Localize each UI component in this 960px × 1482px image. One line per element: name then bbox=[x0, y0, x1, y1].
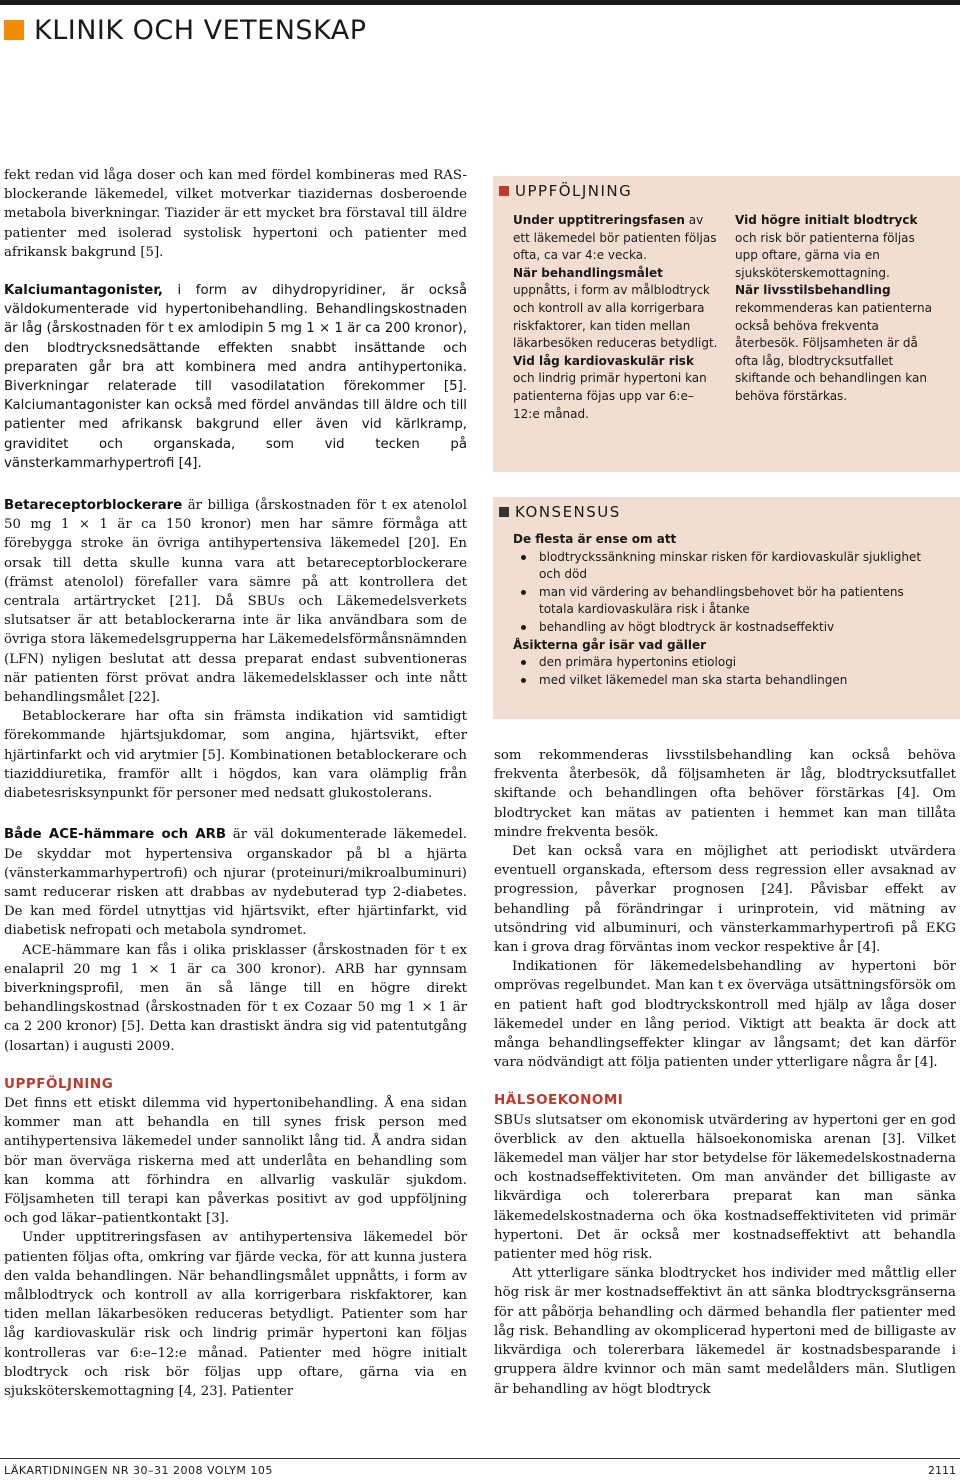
box-text: och lindrig primär hypertoni kan patienterna föjas upp var 6:e–12:e månad. bbox=[513, 371, 707, 421]
box-title-text: KONSENSUS bbox=[515, 503, 621, 521]
paragraph: fekt redan vid låga doser och kan med fördel kombineras med RAS-blockerande läkemedel, vilket motverkar tiazidernas dosberoende metabola biverkningar. Tiazider är ett mycket bra förstaval till äldre patienter med isolerad systolisk hypertoni och patienter med afrikansk bakgrund [5]. bbox=[4, 168, 467, 260]
section-header bbox=[4, 10, 367, 50]
bullet-list bbox=[513, 549, 933, 637]
box-title bbox=[499, 503, 621, 521]
paragraph-text: Behandlingskostnaden är låg (årskostnaden för t ex amlodipin 5 mg 1 × 1 är ca 200 kronor), den blodtrycksnedsättande effekten snabbt insättande och preparaten går bra att kombinera med andra antihypertonika. Biverkningar relaterade till vasodilatation förekommer [5]. Kalciumantagonister kan också med fördel användas till äldre och till patienter med afrikansk bakgrund eller även vid kärlkramp, graviditet och organskada, som vid tecken på vänsterkammarhypertrofi [4]. bbox=[4, 302, 467, 471]
paragraph: Indikationen för läkemedelsbehandling av hypertoni bör omprövas regelbundet. Man kan t ex överväga utsättningsförsök om en patient haft god blodtryckskontroll med hjälp av låga doser läkemedel under en lång period. Viktigt att beakta är dock att många behandlingseffekter klingar av långsamt; det kan därför vara nödvändigt att följa patienten under ytterligare några år [4]. bbox=[494, 959, 956, 1071]
paragraph-text: är väl dokumenterade läkemedel. De skyddar mot hypertensiva organskador på bl a hjärta (vänsterkammarhypertrofi) och njurar (proteinuri/mikroalbuminuri) samt reducerar risken att drabbas av nydebuterad typ 2-diabetes. De kan med fördel utnyttjas vid hjärtsvikt, efter hjärtinfarkt, vid diabetisk nefropati och metabola syndromet. bbox=[4, 827, 468, 939]
subheading-halsoekonomi: HÄLSOEKONOMI bbox=[494, 1092, 624, 1109]
footer-journal: LÄKARTIDNINGEN NR 30–31 2008 VOLYM 105 bbox=[4, 1464, 273, 1477]
list-item: blodtryckssänkning minskar risken för kardiovaskulär sjuklighet och död bbox=[513, 549, 933, 584]
paragraph-text: är billiga (årskostnaden för t ex atenolol 50 mg 1 × 1 är ca 150 kronor) men har sämre förmåga att förebygga stroke än övriga antihypertensiva läkemedel [20]. En orsak till detta skulle kunna vara att betareceptorblockerare (främst atenolol) förefaller vara sämre på att kontrollera det centrala artärtrycket [21]. Då SBUs och Läkemedelsverkets slutsatser är att betablockerarna inte är lika användbara som de övriga stora läkemedelsgrupperna har Läkemedelsförmånsnämnden (LFN) nyligen beslutat att dessa preparat endast subventioneras när patienten först prövat andra läkemedelsklasser och inte nått behandlingsmålet [22]. bbox=[4, 498, 467, 706]
paragraph: Att ytterligare sänka blodtrycket hos individer med måttlig eller hög risk är mer kostnadseffektivt än att sänka blodtrycksgränserna för att påbörja behandling och därmed behandla fler patienter med låg risk. Behandling av okomplicerad hypertoni med de billigaste av likvärdiga och tolererbara läkemedel är kostnadsbesparande i gruppera äldre kvinnor och män samt medelålders män. Slutligen är behandling av högt blodtryck bbox=[494, 1266, 956, 1397]
lead-term: Betareceptorblockerare bbox=[4, 498, 183, 514]
footer-rule bbox=[0, 1458, 960, 1459]
box-column-1 bbox=[513, 212, 718, 423]
box-text: rekommenderas kan patienterna också behöva frekventa återbesök. Följsamheten är då ofta låg, blodtrycksutfallet skiftande och behandlingen kan behöva förstärkas. bbox=[735, 300, 932, 403]
box-square-icon bbox=[499, 186, 509, 196]
right-column bbox=[494, 746, 956, 1399]
paragraph-beta bbox=[4, 496, 467, 707]
box-konsensus-content bbox=[513, 531, 933, 689]
section-title: KLINIK OCH VETENSKAP bbox=[34, 14, 367, 46]
box-subheading: De flesta är ense om att bbox=[513, 532, 677, 546]
paragraph: Det kan också vara en möjlighet att periodiskt utvärdera eventuell organskada, eftersom dess regression eller avsaknad av progression, påverkar prognosen [24]. Påvisbar effekt av behandling på förändringar i urinprotein, vid mätning av utsöndring vid albuminuri, och vänsterkammarhypertrofi på EKG kan i grova drag förväntas inom veckor respektive år [4]. bbox=[494, 844, 956, 956]
list-item: man vid värdering av behandlingsbehovet bör ha patientens totala kardiovaskulära risk i åtanke bbox=[513, 584, 933, 619]
box-text: och risk bör patienterna följas upp oftare, gärna via en sjuksköterskemottagning. bbox=[735, 230, 915, 280]
paragraph: Betablockerare har ofta sin främsta indikation vid samtidigt förekommande hjärtsjukdomar, som angina, hjärtsvikt, efter hjärtinfarkt och vid arytmier [5]. Kombinationen betablockerare och tiaziddiuretika, framför allt i högdos, kan vara olämplig från diabetesrisksynpunkt för personer med nedsatt glukostolerans. bbox=[4, 709, 467, 802]
box-uppfoljning bbox=[493, 176, 960, 472]
box-square-icon bbox=[499, 507, 509, 517]
box-subheading: Åsikterna går isär vad gäller bbox=[513, 637, 707, 652]
footer-page-number: 2111 bbox=[928, 1464, 956, 1477]
left-column bbox=[4, 166, 467, 1401]
top-rule bbox=[0, 0, 960, 5]
box-text: uppnåtts, i form av målblodtryck och kontroll av alla korrigerbara riskfaktorer, kan tiden mellan läkarbesöken reduceras betydligt. bbox=[513, 283, 718, 351]
section-square-icon bbox=[4, 20, 24, 40]
box-text: av ett läkemedel bör patienten följas ofta, ca var 4:e vecka. bbox=[513, 213, 717, 263]
box-lead: När behandlingsmålet bbox=[513, 265, 663, 280]
box-konsensus bbox=[493, 497, 960, 719]
box-lead: Vid låg kardiovaskulär risk bbox=[513, 353, 694, 368]
paragraph: Under upptitreringsfasen av antihypertensiva läkemedel bör patienten följas ofta, omkring var fjärde vecka, för att kunna justera den valda behandlingen. När behandlingsmålet uppnåtts, i form av målblodtryck och kontroll av alla korrigerbara riskfaktorer, kan tiden mellan läkarbesöken reduceras betydligt. Patienter som har låg kardiovaskulär risk och lindrig primär hypertoni kan följas kontrolleras var 6:e–12:e månad. Patienter med högre initialt blodtryck och risk bör följas upp oftare, gärna via en sjuksköterskemottagning [4, 23]. Patienter bbox=[4, 1230, 467, 1399]
list-item: den primära hypertonins etiologi bbox=[513, 654, 933, 672]
paragraph: ACE-hämmare kan fås i olika prisklasser (årskostnaden för t ex enalapril 20 mg 1 × 1 är ca 300 kronor). ARB har gynnsam biverkningsprofil, men än så länge till en högre direkt behandlingskostnad (årskostnaden för t ex Cozaar 50 mg 1 × 1 är ca 2 200 kronor) [5]. Detta kan drastiskt ändra sig vid patentutgång (losartan) i augusti 2009. bbox=[4, 942, 467, 1054]
lead-text: i form av dihydropyridiner, är också väldokumenterade vid hypertonibehandling. bbox=[4, 283, 467, 318]
list-item: med vilket läkemedel man ska starta behandlingen bbox=[513, 672, 933, 690]
box-lead: När livsstilsbehandling bbox=[735, 283, 891, 298]
lead-term: Kalciumantagonister, bbox=[4, 283, 163, 299]
box-lead: Under upptitreringsfasen bbox=[513, 213, 685, 227]
box-title-text: UPPFÖLJNING bbox=[515, 182, 633, 200]
paragraph: som rekommenderas livsstilsbehandling kan också behöva frekventa återbesök, då följsamheten är låg, blodtrycksutfallet skiftande och behandlingen ofta behöver förstärkas [4]. Om blodtrycket kan mätas av patienten i hemmet kan man tillåta mindre frekventa besök. bbox=[494, 748, 956, 840]
box-title bbox=[499, 182, 632, 200]
box-column-2 bbox=[735, 212, 935, 406]
box-lead: Vid högre initialt blodtryck bbox=[735, 213, 918, 227]
bullet-list bbox=[513, 654, 933, 689]
list-item: behandling av högt blodtryck är kostnadseffektiv bbox=[513, 619, 933, 637]
paragraph-ace bbox=[4, 825, 467, 940]
subheading-uppfoljning: UPPFÖLJNING bbox=[4, 1075, 114, 1092]
paragraph: SBUs slutsatser om ekonomisk utvärdering av hypertoni ger en god överblick av den aktuella hälsoekonomiska arenan [3]. Vilket läkemedel man väljer har stor betydelse för läkemedelskostnaderna och kostnadseffektiviteten. Om man använder det billigaste av likvärdiga och tolererbara preparat kan man sänka läkemedelskostnaderna och öka kostnadseffektiviteten vid primär hypertoni. Det är också mer kostnadseffektivt att behandla patienter med hög risk. bbox=[494, 1112, 956, 1263]
lead-term: Både ACE-hämmare och ARB bbox=[4, 827, 226, 843]
paragraph: Det finns ett etiskt dilemma vid hypertonibehandling. Å ena sidan kommer man att behandla en till synes frisk person med antihypertensiva läkemedel under sannolikt lång tid. Å andra sidan bör man överväga riskerna med att underlåta en behandling som kan komma att förhindra en allvarlig vaskulär sjukdom. Följsamheten till terapi kan påverkas positivt av god uppföljning och god läkar–patientkontakt [3]. bbox=[4, 1095, 467, 1227]
paragraph-kalcium bbox=[4, 281, 467, 473]
